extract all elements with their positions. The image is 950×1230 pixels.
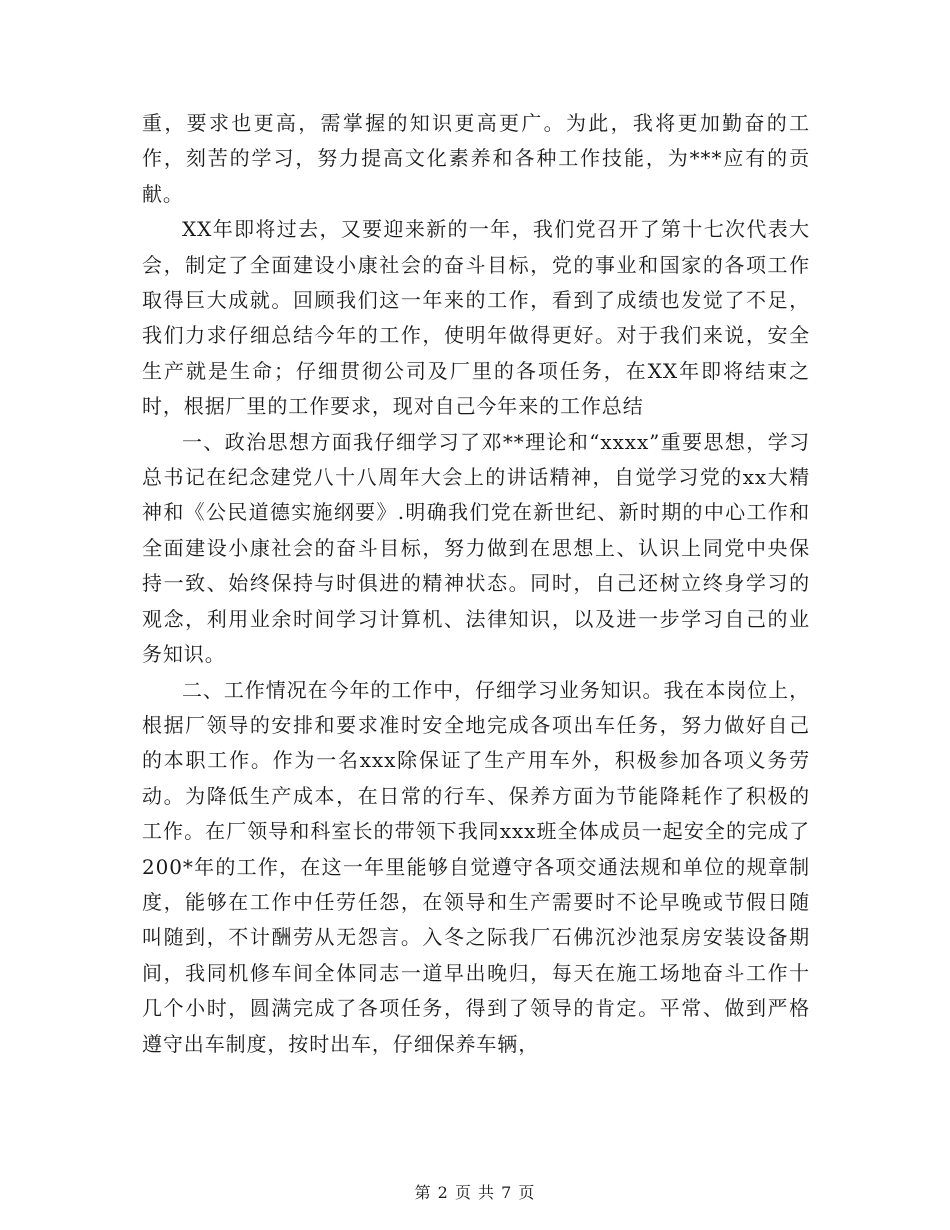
paragraph-work-situation: 二、工作情况在今年的工作中，仔细学习业务知识。我在本岗位上，根据厂领导的安排和要求准时安全地完成各项出车任务，努力做好自己的本职工作。作为一名xxx除保证了生产用车外，积极参加各项义务劳动。为降低生产成本，在日常的行车、保养方面为节能降耗作了积极的工作。在厂领导和科室长的带领下我同xxx班全体成员一起安全的完成了200*年的工作，在这一年里能够自觉遵守各项交通法规和单位的规章制度，能够在工作中任劳任怨，在领导和生产需要时不论早晚或节假日随叫随到，不计酬劳从无怨言。入冬之际我厂石佛沉沙池泵房安装设备期间，我同机修车间全体同志一道早出晚归，每天在施工场地奋斗工作十几个小时，圆满完成了各项任务，得到了领导的肯定。平常、做到严格遵守出车制度，按时出车，仔细保养车辆， [142, 677, 810, 1056]
paragraph-political-thought: 一、政治思想方面我仔细学习了邓**理论和“xxxx”重要思想，学习总书记在纪念建党八十八周年大会上的讲话精神，自觉学习党的xx大精神和《公民道德实施纲要》.明确我们党在新世纪、新时期的中心工作和全面建设小康社会的奋斗目标，努力做到在思想上、认识上同党中央保持一致、始终保持与时俱进的精神状态。同时，自己还树立终身学习的观念，利用业余时间学习计算机、法律知识，以及进一步学习自己的业务知识。 [142, 429, 810, 667]
document-body [142, 106, 810, 1062]
paragraph-continuation: 重，要求也更高，需掌握的知识更高更广。为此，我将更加勤奋的工作，刻苦的学习，努力提高文化素养和各种工作技能，为***应有的贡献。 [142, 111, 810, 206]
page-number-footer: 第 2 页 共 7 页 [414, 1183, 536, 1202]
paragraph-intro: XX年即将过去，又要迎来新的一年，我们党召开了第十七次代表大会，制定了全面建设小康社会的奋斗目标，党的事业和国家的各项工作取得巨大成就。回顾我们这一年来的工作，看到了成绩也发觉了不足，我们力求仔细总结今年的工作，使明年做得更好。对于我们来说，安全生产就是生命；仔细贯彻公司及厂里的各项任务，在XX年即将结束之时，根据厂里的工作要求，现对自己今年来的工作总结 [142, 217, 810, 419]
